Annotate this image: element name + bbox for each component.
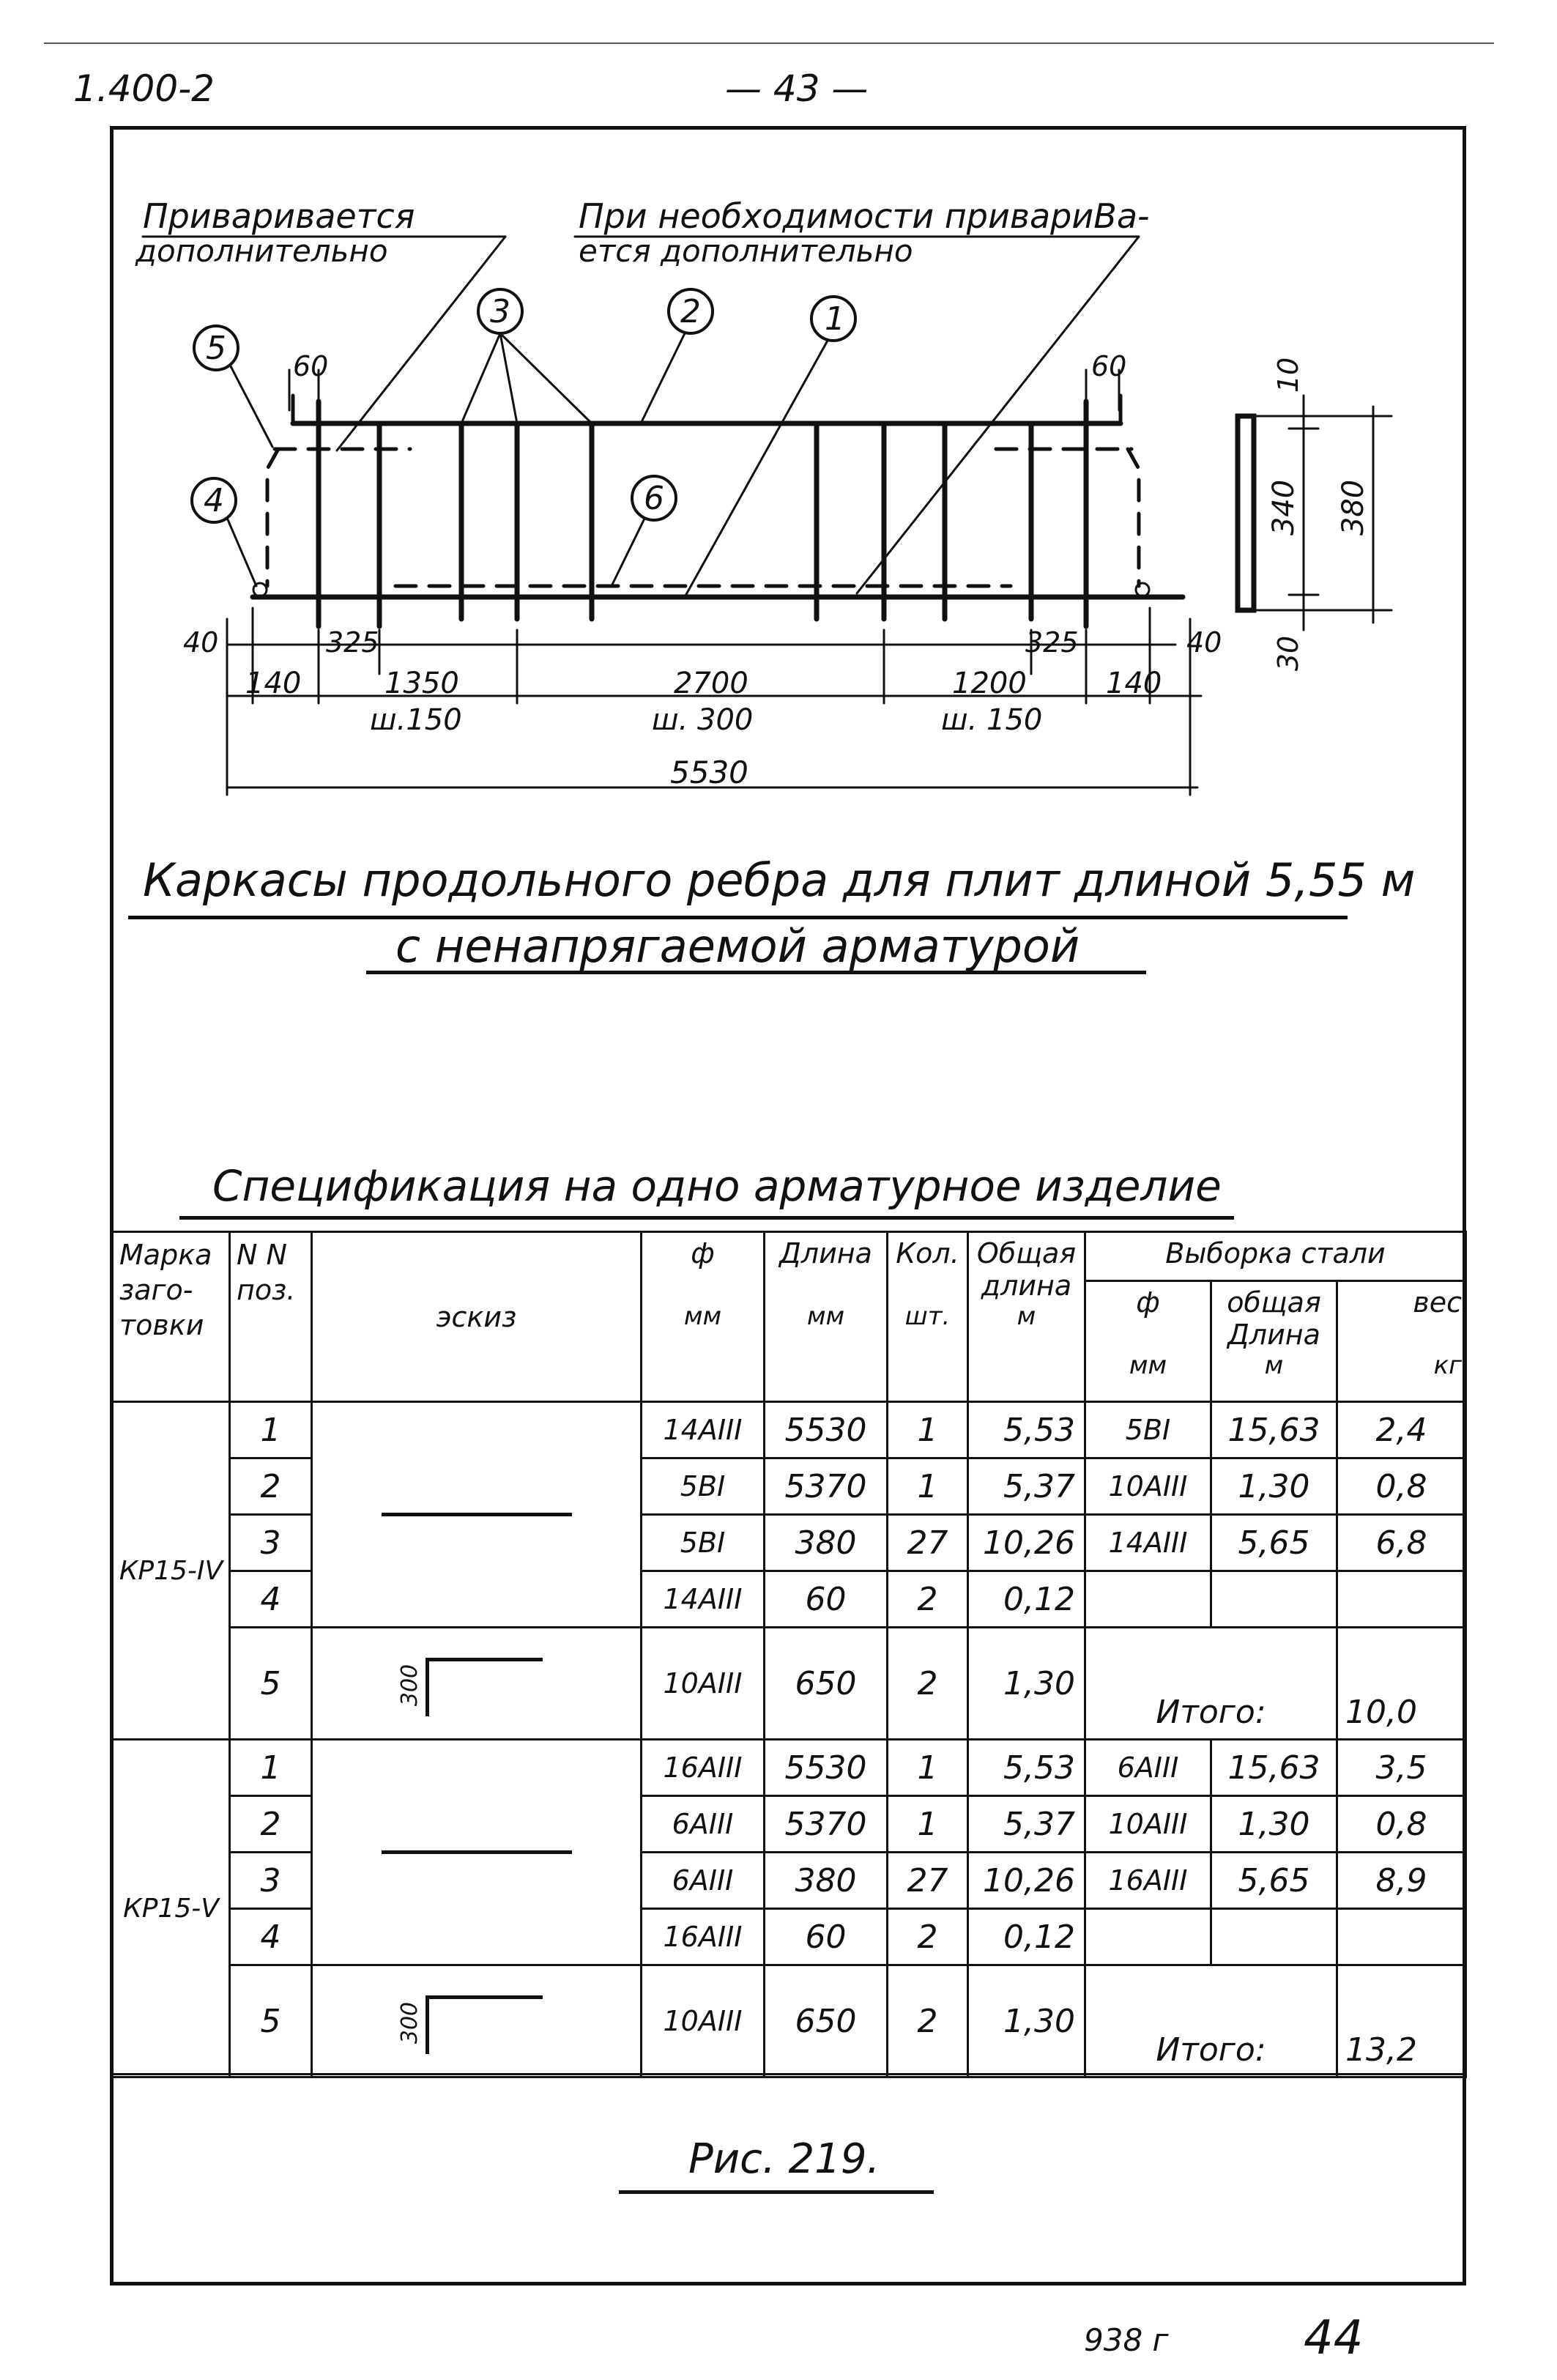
cell-pos: 5 [230, 1965, 312, 2077]
hdr-length-label: Длина [779, 1237, 872, 1269]
steel-empty [1211, 1909, 1337, 1965]
hdr-steel [1085, 1232, 1466, 1281]
cell-length: 650 [765, 1628, 888, 1740]
hdr-steel-weight-label: вес [1413, 1286, 1463, 1319]
note-left-line1: Приваривается [143, 196, 415, 236]
footer-right: 44 [1304, 2311, 1364, 2365]
cell-length: 60 [765, 1909, 888, 1965]
steel-total: 5,65 [1211, 1515, 1337, 1571]
unit-qty: шт. [904, 1302, 951, 1331]
cell-qty: 1 [888, 1796, 968, 1853]
cell-length: 380 [765, 1853, 888, 1909]
steel-total: 5,65 [1211, 1853, 1337, 1909]
hdr-steel-total [1211, 1281, 1337, 1402]
cell-length: 380 [765, 1515, 888, 1571]
hdr-steel-weight [1337, 1281, 1466, 1402]
spec-header-row [113, 1232, 1466, 1281]
spec-title-underline [179, 1216, 1234, 1220]
steel-weight: 3,5 [1337, 1740, 1466, 1796]
dim-seg3-pitch: ш. 300 [652, 703, 754, 737]
cell-pos: 5 [230, 1628, 312, 1740]
footer-left: 938 г [1084, 2322, 1169, 2358]
hdr-diam-label: ф [691, 1237, 715, 1269]
steel-weight: 8,9 [1337, 1853, 1466, 1909]
cell-total: 5,37 [968, 1796, 1085, 1853]
steel-total: 15,63 [1211, 1740, 1337, 1796]
cell-total: 10,26 [968, 1853, 1085, 1909]
cell-diam: 6АIII [642, 1853, 765, 1909]
steel-weight: 6,8 [1337, 1515, 1466, 1571]
cell-length: 5530 [765, 1740, 888, 1796]
drawing-title-line1: Каркасы продольного ребра для плит длиной 5,55 м [143, 853, 1416, 907]
steel-empty [1337, 1909, 1466, 1965]
note-right-line1: При необходимости привариВа- [579, 196, 1150, 236]
callout-2: 2 [680, 293, 701, 330]
callout-1: 1 [825, 300, 845, 338]
hdr-steel-total-label: общая Длина [1227, 1286, 1321, 1351]
hdr-total-len [968, 1232, 1085, 1402]
dim-seg5: 140 [1106, 667, 1162, 700]
dim-seg1: 140 [245, 667, 302, 700]
cell-qty: 2 [888, 1965, 968, 2077]
cell-length: 5370 [765, 1796, 888, 1853]
steel-weight: 0,8 [1337, 1796, 1466, 1853]
steel-weight: 0,8 [1337, 1458, 1466, 1515]
spec-title: Спецификация на одно арматурное изделие [212, 1161, 1222, 1211]
cell-qty: 2 [888, 1628, 968, 1740]
cell-total: 0,12 [968, 1571, 1085, 1628]
cell-diam: 5ВI [642, 1515, 765, 1571]
hdr-diam [642, 1232, 765, 1402]
cell-pos: 4 [230, 1909, 312, 1965]
cell-total: 5,53 [968, 1740, 1085, 1796]
dim-side-top: 10 [1272, 357, 1305, 393]
hdr-steel-label: Выборка стали [1165, 1237, 1386, 1269]
sketch-straight-bar [312, 1402, 642, 1628]
itogo-value: 13,2 [1337, 1965, 1466, 2077]
unit-steel-weight: кг [1433, 1351, 1463, 1380]
table-row [113, 1740, 1466, 1796]
sketch-straight-bar [312, 1740, 642, 1965]
cell-diam: 14АIII [642, 1571, 765, 1628]
steel-total: 15,63 [1211, 1402, 1337, 1458]
cell-length: 5370 [765, 1458, 888, 1515]
steel-diam: 10АIII [1085, 1458, 1211, 1515]
cell-pos: 2 [230, 1796, 312, 1853]
steel-empty [1211, 1571, 1337, 1628]
dim-hook-right: 60 [1091, 350, 1127, 382]
dim-end-left: 40 [183, 626, 219, 659]
cell-diam: 5ВI [642, 1458, 765, 1515]
dim-seg2: 1350 [384, 667, 459, 700]
hdr-total-len-label: Общая длина [976, 1237, 1077, 1302]
cage-drawing [0, 0, 1557, 850]
dim-end-right: 40 [1186, 626, 1222, 659]
table-row [113, 1402, 1466, 1458]
unit-steel-total: м [1264, 1351, 1284, 1380]
callout-3: 3 [490, 293, 510, 330]
dim-anchor-right: 325 [1025, 626, 1079, 659]
callout-5: 5 [206, 330, 226, 367]
dim-seg3: 2700 [674, 667, 748, 700]
unit-length: мм [806, 1302, 845, 1331]
hdr-length [765, 1232, 888, 1402]
cell-pos: 2 [230, 1458, 312, 1515]
unit-diam: мм [683, 1302, 722, 1331]
cell-length: 650 [765, 1965, 888, 2077]
page-number: — 43 — [725, 67, 869, 110]
steel-diam: 5ВI [1085, 1402, 1211, 1458]
spec-table [111, 1231, 1467, 2078]
hdr-mark: Марка заго- товки [113, 1232, 230, 1402]
steel-empty [1085, 1909, 1211, 1965]
cell-qty: 27 [888, 1853, 968, 1909]
cell-qty: 1 [888, 1740, 968, 1796]
cell-diam: 14АIII [642, 1402, 765, 1458]
hdr-sketch-label: эскиз [436, 1300, 517, 1333]
cell-pos: 1 [230, 1402, 312, 1458]
dim-total: 5530 [670, 755, 748, 790]
hdr-qty-label: Кол. [896, 1237, 959, 1269]
dim-seg4: 1200 [952, 667, 1027, 700]
sketch-dim: 300 [396, 1664, 423, 1707]
dim-seg2-pitch: ш.150 [370, 703, 462, 737]
callout-6: 6 [644, 480, 664, 517]
steel-diam: 6АIII [1085, 1740, 1211, 1796]
cell-qty: 27 [888, 1515, 968, 1571]
group-mark: КР15-V [113, 1740, 230, 2077]
cell-qty: 1 [888, 1458, 968, 1515]
drawing-title-line2: с ненапрягаемой арматурой [395, 919, 1080, 973]
hdr-steel-diam [1085, 1281, 1211, 1402]
group-mark: КР15-IV [113, 1402, 230, 1740]
cell-qty: 2 [888, 1571, 968, 1628]
itogo-label: Итого: [1085, 1628, 1337, 1740]
cell-diam: 10АIII [642, 1965, 765, 2077]
cell-qty: 2 [888, 1909, 968, 1965]
figure-caption: Рис. 219. [688, 2135, 880, 2183]
steel-empty [1337, 1571, 1466, 1628]
hdr-qty [888, 1232, 968, 1402]
dim-side-total: 380 [1337, 479, 1371, 536]
itogo-label: Итого: [1085, 1965, 1337, 2077]
itogo-value: 10,0 [1337, 1628, 1466, 1740]
cell-pos: 3 [230, 1853, 312, 1909]
sketch-dim: 300 [396, 2001, 423, 2044]
sketch-bent-bar [312, 1628, 642, 1740]
cell-total: 1,30 [968, 1965, 1085, 2077]
note-left-line2: дополнительно [135, 233, 388, 269]
cell-diam: 6АIII [642, 1796, 765, 1853]
cell-pos: 4 [230, 1571, 312, 1628]
cell-diam: 16АIII [642, 1740, 765, 1796]
dim-side-bottom: 30 [1272, 635, 1305, 672]
dim-side-mid: 340 [1267, 479, 1301, 536]
cell-total: 0,12 [968, 1909, 1085, 1965]
cell-pos: 3 [230, 1515, 312, 1571]
table-row [113, 1965, 1466, 2077]
dim-seg4-pitch: ш. 150 [941, 703, 1043, 737]
steel-weight: 2,4 [1337, 1402, 1466, 1458]
unit-total-len: м [1017, 1302, 1036, 1331]
cell-length: 5530 [765, 1402, 888, 1458]
cell-pos: 1 [230, 1740, 312, 1796]
cell-total: 1,30 [968, 1628, 1085, 1740]
note-right-line2: ется дополнительно [579, 233, 913, 269]
cell-total: 5,53 [968, 1402, 1085, 1458]
steel-total: 1,30 [1211, 1796, 1337, 1853]
cell-diam: 10АIII [642, 1628, 765, 1740]
sketch-bent-bar [312, 1965, 642, 2077]
cell-length: 60 [765, 1571, 888, 1628]
doc-code: 1.400-2 [73, 67, 215, 110]
steel-diam: 14АIII [1085, 1515, 1211, 1571]
steel-empty [1085, 1571, 1211, 1628]
hdr-steel-diam-label: ф [1136, 1286, 1160, 1319]
cell-diam: 16АIII [642, 1909, 765, 1965]
dim-anchor-left: 325 [326, 626, 379, 659]
hdr-pos: N N поз. [230, 1232, 312, 1402]
cell-qty: 1 [888, 1402, 968, 1458]
table-bottom-rule [111, 2073, 1465, 2075]
unit-steel-diam: мм [1129, 1351, 1167, 1380]
cell-total: 10,26 [968, 1515, 1085, 1571]
steel-diam: 16АIII [1085, 1853, 1211, 1909]
cell-total: 5,37 [968, 1458, 1085, 1515]
steel-diam: 10АIII [1085, 1796, 1211, 1853]
steel-total: 1,30 [1211, 1458, 1337, 1515]
figure-caption-underline [619, 2190, 934, 2194]
dim-hook-left: 60 [293, 350, 329, 382]
callout-4: 4 [204, 482, 224, 519]
title-underline-2 [366, 971, 1146, 974]
hdr-sketch [312, 1232, 642, 1402]
table-row [113, 1628, 1466, 1740]
